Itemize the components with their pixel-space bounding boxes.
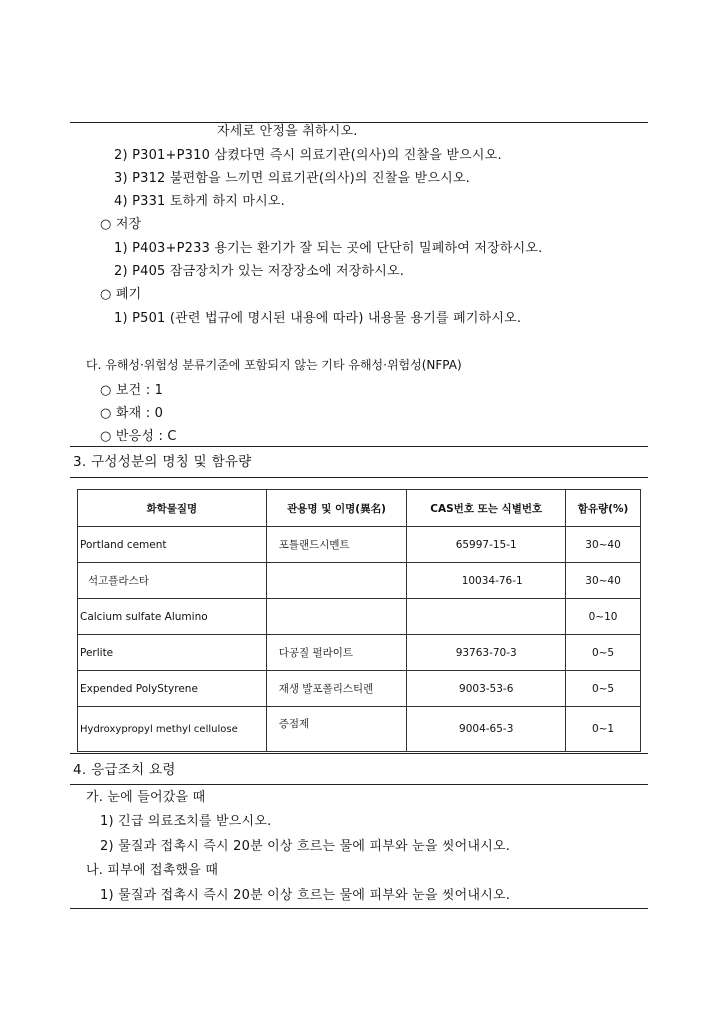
nfpa-health: ○ 보건 : 1 <box>100 383 164 398</box>
prevention-item-3: 3) P312 불편함을 느끼면 의료기관(의사)의 진찰을 받으시오. <box>114 171 470 186</box>
eye-item-2: 2) 물질과 접촉시 즉시 20분 이상 흐르는 물에 피부와 눈을 씻어내시오. <box>100 839 511 854</box>
cell-chemical-name: Portland cement <box>78 527 267 563</box>
section3-bottom-rule <box>70 477 648 478</box>
section4-bottom-rule <box>70 784 648 785</box>
header-content: 함유량(%) <box>566 490 641 527</box>
disposal-header: ○ 폐기 <box>100 287 142 302</box>
header-cas-number: CAS번호 또는 식별번호 <box>407 490 566 527</box>
cell-common-name: 포틀랜드시멘트 <box>266 527 407 563</box>
section4-title: 4. 응급조치 요령 <box>73 762 176 778</box>
table-row <box>78 599 641 635</box>
cell-content: 30~40 <box>566 563 641 599</box>
cell-common-name <box>266 563 407 599</box>
table-row <box>78 527 641 563</box>
header-common-name: 관용명 및 이명(異名) <box>266 490 407 527</box>
cell-common-name: 증점제 <box>266 707 407 752</box>
cell-cas-number: 9003-53-6 <box>407 671 566 707</box>
cell-chemical-name: 석고플라스타 <box>78 563 267 599</box>
cell-chemical-name: Calcium sulfate Alumino <box>78 599 267 635</box>
cell-chemical-name: Hydroxypropyl methyl cellulose <box>78 707 267 752</box>
table-header-row <box>78 490 641 527</box>
eye-item-1: 1) 긴급 의료조치를 받으시오. <box>100 814 272 829</box>
disposal-item-1: 1) P501 (관련 법규에 명시된 내용에 따라) 내용물 용기를 폐기하시오. <box>114 311 522 326</box>
storage-item-1: 1) P403+P233 용기는 환기가 잘 되는 곳에 단단히 밀폐하여 저장하시오. <box>114 241 543 256</box>
storage-header: ○ 저장 <box>100 217 142 232</box>
cell-content: 0~5 <box>566 635 641 671</box>
other-hazards-title: 다. 유해성·위험성 분류기준에 포함되지 않는 기타 유해성·위험성(NFPA) <box>86 358 462 372</box>
section4-top-rule <box>70 753 648 754</box>
cell-cas-number: 9004-65-3 <box>407 707 566 752</box>
prevention-item-4: 4) P331 토하게 하지 마시오. <box>114 194 285 209</box>
cell-cas-number <box>407 599 566 635</box>
bottom-rule <box>70 908 648 909</box>
table-row <box>78 707 641 752</box>
prevention-line-0: 자세로 안정을 취하시오. <box>217 124 358 139</box>
cell-content: 0~10 <box>566 599 641 635</box>
nfpa-fire: ○ 화재 : 0 <box>100 406 164 421</box>
eye-contact-title: 가. 눈에 들어갔을 때 <box>86 790 206 805</box>
section3-top-rule <box>70 446 648 447</box>
storage-item-2: 2) P405 잠금장치가 있는 저장장소에 저장하시오. <box>114 264 405 279</box>
table-row <box>78 563 641 599</box>
cell-common-name <box>266 599 407 635</box>
skin-contact-title: 나. 피부에 접촉했을 때 <box>86 863 219 878</box>
cell-chemical-name: Perlite <box>78 635 267 671</box>
prevention-item-2: 2) P301+P310 삼켰다면 즉시 의료기관(의사)의 진찰을 받으시오. <box>114 148 502 163</box>
cell-common-name: 재생 발포폴리스티렌 <box>266 671 407 707</box>
table-row <box>78 671 641 707</box>
cell-content: 0~5 <box>566 671 641 707</box>
cell-content: 0~1 <box>566 707 641 752</box>
section3-title: 3. 구성성분의 명칭 및 함유량 <box>73 454 252 470</box>
top-rule <box>70 122 648 123</box>
composition-table <box>77 489 641 752</box>
cell-content: 30~40 <box>566 527 641 563</box>
cell-common-name: 다공질 펄라이트 <box>266 635 407 671</box>
nfpa-reactivity: ○ 반응성 : C <box>100 429 177 444</box>
cell-cas-number: 10034-76-1 <box>407 563 566 599</box>
header-chemical-name: 화학물질명 <box>78 490 267 527</box>
cell-cas-number: 93763-70-3 <box>407 635 566 671</box>
cell-chemical-name: Expended PolyStyrene <box>78 671 267 707</box>
table-row <box>78 635 641 671</box>
cell-cas-number: 65997-15-1 <box>407 527 566 563</box>
skin-item-1: 1) 물질과 접촉시 즉시 20분 이상 흐르는 물에 피부와 눈을 씻어내시오. <box>100 888 511 903</box>
